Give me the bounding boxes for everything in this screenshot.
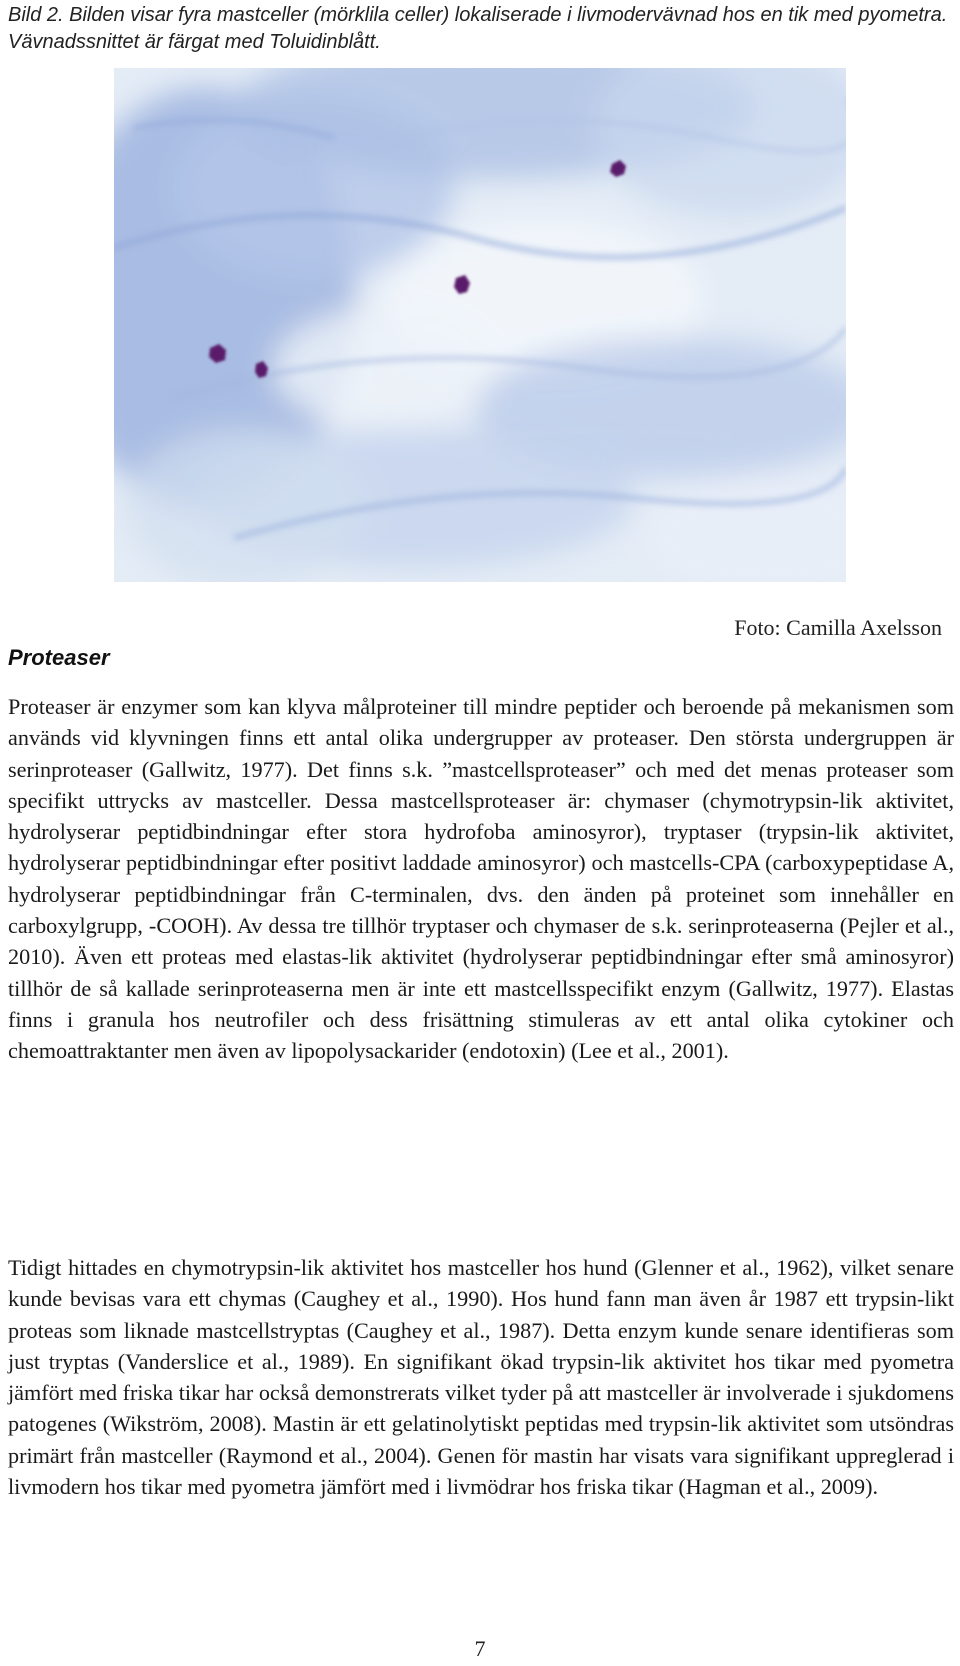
figure-caption: Bild 2. Bilden visar fyra mastceller (mörklila celler) lokaliserade i livmodervävnad hos en tik med pyometra. Vävnadssnittet är färgat med Toluidinblått. — [8, 4, 948, 53]
micrograph-image — [114, 68, 846, 582]
body-paragraph: Tidigt hittades en chymotrypsin-lik aktivitet hos mastceller hos hund (Glenner et al., 1962), vilket senare kunde bevisas vara ett chymas (Caughey et al., 1990). Hos hund fann man även år 1987 ett trypsin-likt proteas som liknade mastcellstryptas (Caughey et al., 1987). Detta enzym kunde senare identifieras som just tryptas (Vanderslice et al., 1989). En signifikant ökad trypsin-lik aktivitet hos tikar med pyometra jämfört med friska tikar har också demonstrerats vilket tyder på att mastceller är involverade i sjukdomens patogenes (Wikström, 2008). Mastin är ett gelatinolytiskt peptidas med trypsin-lik aktivitet som utsöndras primärt från mastceller (Raymond et al., 2004). Genen för mastin har visats vara signifikant uppreglerad i livmodern hos tikar med pyometra jämfört med i livmödrar hos friska tikar (Hagman et al., 2009). — [8, 1255, 954, 1500]
section-heading: Proteaser — [8, 645, 110, 670]
photo-credit: Foto: Camilla Axelsson — [734, 615, 942, 640]
page-number: 7 — [474, 1636, 486, 1661]
body-paragraph: Proteaser är enzymer som kan klyva målproteiner till mindre peptider och beroende på mekanismen som används vid klyvningen finns ett antal olika undergrupper av proteaser. Den största undergruppen är serinproteaser (Gallwitz, 1977). Det finns s.k. ”mastcellsproteaser” och med det menas proteaser som specifikt uttrycks av mastceller. Dessa mastcellsproteaser är: chymaser (chymotrypsin-lik aktivitet, hydrolyserar peptidbindningar efter stora hydrofoba aminosyror), tryptaser (trypsin-lik aktivitet, hydrolyserar peptidbindningar efter positivt laddade aminosyror) och mastcells-CPA (carboxypeptidase A, hydrolyserar peptidbindningar från C-terminalen, dvs. den änden på proteinet som innehåller en carboxylgrupp, -COOH). Av dessa tre tillhör tryptaser och chymaser de s.k. serinproteaserna (Pejler et al., 2010). Även ett proteas med elastas-lik aktivitet (hydrolyserar peptidbindningar efter små aminosyror) tillhör de så kallade serinproteaserna men är inte ett mastcellsspecifikt enzym (Gallwitz, 1977). Elastas finns i granula hos neutrofiler och dess frisättning stimuleras av ett antal olika cytokiner och chemoattraktanter men även av lipopolysackarider (endotoxin) (Lee et al., 2001). — [8, 694, 954, 1064]
